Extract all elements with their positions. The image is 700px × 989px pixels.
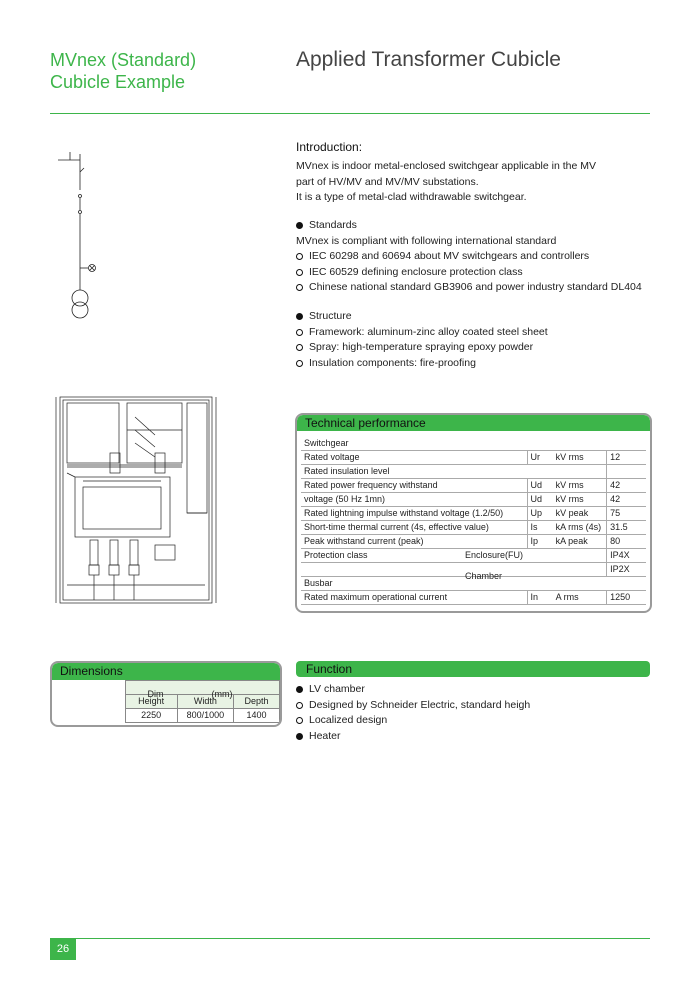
standards-heading-row xyxy=(296,218,642,234)
bullet-hollow-icon xyxy=(296,717,303,724)
table-cell: Switchgear xyxy=(301,437,646,451)
protection-sub-label: Enclosure(FU) xyxy=(465,550,524,560)
table-cell: 800/1000 xyxy=(177,709,233,723)
table-row xyxy=(301,563,646,577)
intro-heading: Introduction: xyxy=(296,140,363,154)
table-cell: Rated power frequency withstand xyxy=(301,479,527,493)
intro-line: part of HV/MV and MV/MV substations. xyxy=(296,175,479,188)
page-number: 26 xyxy=(50,938,76,960)
table-cell: A rms xyxy=(553,591,607,605)
table-cell xyxy=(125,681,279,699)
page-title: Applied Transformer Cubicle xyxy=(296,48,561,71)
structure-heading: Structure xyxy=(309,310,352,322)
single-line-diagram xyxy=(58,150,108,325)
table-cell: Peak withstand current (peak) xyxy=(301,535,527,549)
table-cell: Ip xyxy=(527,535,553,549)
cubicle-cross-section-drawing xyxy=(55,395,220,607)
intro-paragraph xyxy=(296,159,596,206)
table-cell: kV rms xyxy=(553,479,607,493)
standards-lead: MVnex is compliant with following international standard xyxy=(296,234,557,247)
bullet-hollow-icon xyxy=(296,284,303,291)
standards-item: Chinese national standard GB3906 and power industry standard DL404 xyxy=(309,281,642,293)
table-cell xyxy=(301,549,527,563)
dimensions-table xyxy=(52,680,280,723)
table-row xyxy=(301,521,646,535)
table-cell: kV rms xyxy=(553,493,607,507)
table-cell xyxy=(52,709,125,723)
table-cell: Short-time thermal current (4s, effective value) xyxy=(301,521,527,535)
technical-performance-heading: Technical performance xyxy=(297,415,650,431)
table-cell: kA peak xyxy=(553,535,607,549)
list-item xyxy=(296,325,548,341)
table-cell: Ur xyxy=(527,451,553,465)
table-row xyxy=(301,437,646,451)
technical-performance-panel xyxy=(295,413,652,613)
table-row xyxy=(301,591,646,605)
table-row xyxy=(52,695,280,709)
bullet-filled-icon xyxy=(296,222,303,229)
bullet-filled-icon xyxy=(296,313,303,320)
table-cell: 42 xyxy=(607,493,646,507)
bullet-hollow-icon xyxy=(296,360,303,367)
table-cell xyxy=(301,563,527,581)
table-cell: Ud xyxy=(527,479,553,493)
table-cell: Rated lightning impulse withstand voltage (1.2/50) xyxy=(301,507,527,521)
table-row xyxy=(52,681,280,695)
table-row xyxy=(301,507,646,521)
list-item xyxy=(296,729,530,745)
section-title-line1: MVnex (Standard) xyxy=(50,50,197,70)
table-cell: 31.5 xyxy=(607,521,646,535)
bullet-hollow-icon xyxy=(296,329,303,336)
dim-unit-label: (mm) xyxy=(211,688,233,699)
table-row xyxy=(301,465,646,479)
list-item xyxy=(296,340,548,356)
section-title xyxy=(50,49,196,93)
intro-line: MVnex is indoor metal-enclosed switchgear applicable in the MV xyxy=(296,160,596,172)
table-cell: Rated insulation level xyxy=(301,465,607,479)
table-row xyxy=(301,479,646,493)
list-item xyxy=(296,265,642,281)
table-cell: kV rms xyxy=(553,451,607,465)
bullet-filled-icon xyxy=(296,686,303,693)
intro-line: It is a type of metal-clad withdrawable switchgear. xyxy=(296,191,527,203)
dimensions-panel xyxy=(50,661,282,727)
table-cell: Depth xyxy=(234,695,280,709)
table-cell: Rated voltage xyxy=(301,451,527,465)
function-list xyxy=(296,682,530,744)
structure-item: Framework: aluminum-zinc alloy coated steel sheet xyxy=(309,325,548,338)
function-item: Heater xyxy=(309,729,341,742)
table-cell: 1250 xyxy=(607,591,646,605)
table-cell: Up xyxy=(527,507,553,521)
list-item xyxy=(296,682,530,698)
table-cell: 75 xyxy=(607,507,646,521)
table-cell xyxy=(52,681,125,695)
function-heading: Function xyxy=(296,661,650,677)
table-cell: Rated maximum operational current xyxy=(301,591,527,605)
list-item xyxy=(296,356,548,372)
function-item: Localized design xyxy=(309,714,388,726)
table-row xyxy=(301,535,646,549)
technical-performance-table xyxy=(301,437,646,605)
standards-section xyxy=(296,218,642,296)
footer-divider xyxy=(50,938,650,939)
table-cell xyxy=(527,563,607,577)
structure-item: Insulation components: fire-proofing xyxy=(309,356,476,369)
list-item xyxy=(296,713,530,729)
table-cell: 80 xyxy=(607,535,646,549)
table-cell: 12 xyxy=(607,451,646,465)
table-cell: kV peak xyxy=(553,507,607,521)
table-cell: Is xyxy=(527,521,553,535)
table-row xyxy=(301,549,646,563)
function-item: Designed by Schneider Electric, standard heigh xyxy=(309,698,531,711)
protection-class-label: Protection class xyxy=(304,550,368,560)
table-cell xyxy=(607,465,646,479)
dimensions-heading: Dimensions xyxy=(52,663,280,680)
table-cell: Width xyxy=(177,695,233,709)
table-row xyxy=(301,493,646,507)
bullet-hollow-icon xyxy=(296,344,303,351)
function-item: LV chamber xyxy=(309,683,365,695)
table-cell: IP2X xyxy=(607,563,646,577)
table-cell xyxy=(527,549,607,563)
bullet-hollow-icon xyxy=(296,253,303,260)
table-row xyxy=(52,709,280,723)
protection-sub-label: Chamber xyxy=(465,570,503,581)
table-cell: Busbar xyxy=(301,577,646,591)
structure-item: Spray: high-temperature spraying epoxy powder xyxy=(309,341,534,353)
table-cell: 1400 xyxy=(234,709,280,723)
structure-section xyxy=(296,309,548,371)
header-divider xyxy=(50,113,650,114)
list-item xyxy=(296,698,530,714)
table-cell: Height xyxy=(125,695,177,709)
dim-label: Dim xyxy=(147,688,164,699)
list-item xyxy=(296,280,642,296)
table-cell: In xyxy=(527,591,553,605)
bullet-filled-icon xyxy=(296,733,303,740)
table-cell xyxy=(52,695,125,709)
list-item xyxy=(296,249,642,265)
structure-heading-row xyxy=(296,309,548,325)
bullet-hollow-icon xyxy=(296,269,303,276)
table-cell: Ud xyxy=(527,493,553,507)
standards-item: IEC 60529 defining enclosure protection class xyxy=(309,265,523,278)
bullet-hollow-icon xyxy=(296,702,303,709)
section-title-line2: Cubicle Example xyxy=(50,72,186,92)
table-cell: 2250 xyxy=(125,709,177,723)
table-cell: 42 xyxy=(607,479,646,493)
table-row xyxy=(301,451,646,465)
standards-item: IEC 60298 and 60694 about MV switchgears and controllers xyxy=(309,250,590,262)
table-cell: IP4X xyxy=(607,549,646,563)
standards-heading: Standards xyxy=(309,219,357,231)
table-cell: kA rms (4s) xyxy=(553,521,607,535)
table-cell: voltage (50 Hz 1mn) xyxy=(301,493,527,507)
